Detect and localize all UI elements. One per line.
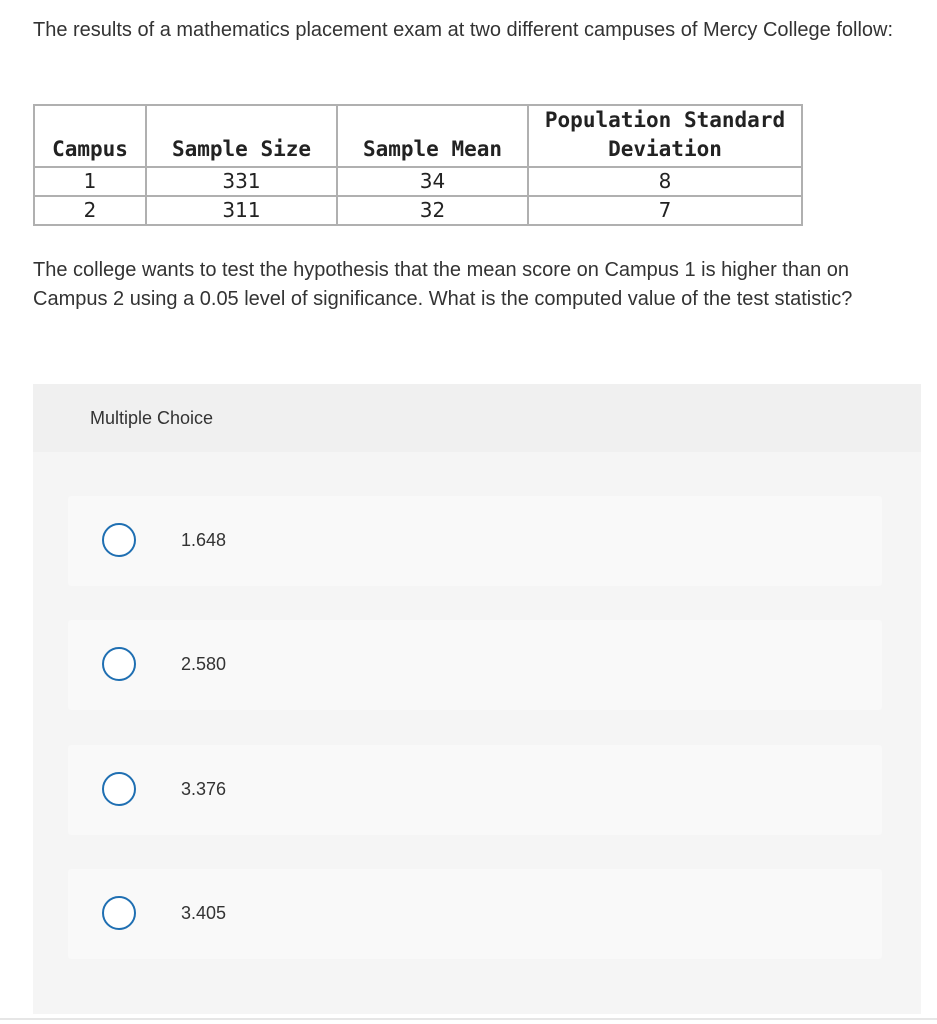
- multiple-choice-options: [33, 452, 921, 1014]
- table-row: [34, 167, 802, 196]
- cell-campus: 1: [34, 167, 146, 196]
- bottom-divider: [0, 1018, 937, 1020]
- header-sd-line1: Population Standard: [544, 108, 786, 132]
- choice-option-4[interactable]: [68, 869, 882, 959]
- intro-text: The results of a mathematics placement exam at two different campuses of Mercy College follow:: [33, 19, 894, 41]
- question-text: The college wants to test the hypothesis that the mean score on Campus 1 is higher than on Campus 2 using a 0.05 level of significance. What is the computed value of the test statistic?: [33, 259, 853, 310]
- choice-option-3[interactable]: [68, 745, 882, 835]
- cell-sample-mean: 34: [337, 167, 528, 196]
- cell-sample-mean: 32: [337, 196, 528, 225]
- header-population-sd: [528, 105, 802, 167]
- cell-sample-size: 311: [146, 196, 337, 225]
- header-sample-mean: Sample Mean: [337, 105, 528, 167]
- multiple-choice-header: [33, 384, 921, 452]
- choice-label: 3.405: [181, 903, 227, 923]
- cell-population-sd: 7: [528, 196, 802, 225]
- header-sd-line2: Deviation: [608, 137, 722, 161]
- radio-button[interactable]: [102, 772, 136, 806]
- cell-sample-size: 331: [146, 167, 337, 196]
- results-table: [33, 104, 803, 226]
- choice-label: 3.376: [181, 779, 227, 799]
- choice-label: 1.648: [181, 530, 227, 550]
- choice-option-2[interactable]: [68, 620, 882, 710]
- header-campus: Campus: [34, 105, 146, 167]
- radio-button[interactable]: [102, 523, 136, 557]
- choice-label: 2.580: [181, 654, 227, 674]
- multiple-choice-title: Multiple Choice: [90, 408, 214, 428]
- radio-button[interactable]: [102, 647, 136, 681]
- header-sample-size: Sample Size: [146, 105, 337, 167]
- cell-campus: 2: [34, 196, 146, 225]
- table-header-row: [34, 105, 802, 167]
- radio-button[interactable]: [102, 896, 136, 930]
- multiple-choice-panel: [33, 384, 921, 1014]
- table-row: [34, 196, 802, 225]
- choice-option-1[interactable]: [68, 496, 882, 586]
- cell-population-sd: 8: [528, 167, 802, 196]
